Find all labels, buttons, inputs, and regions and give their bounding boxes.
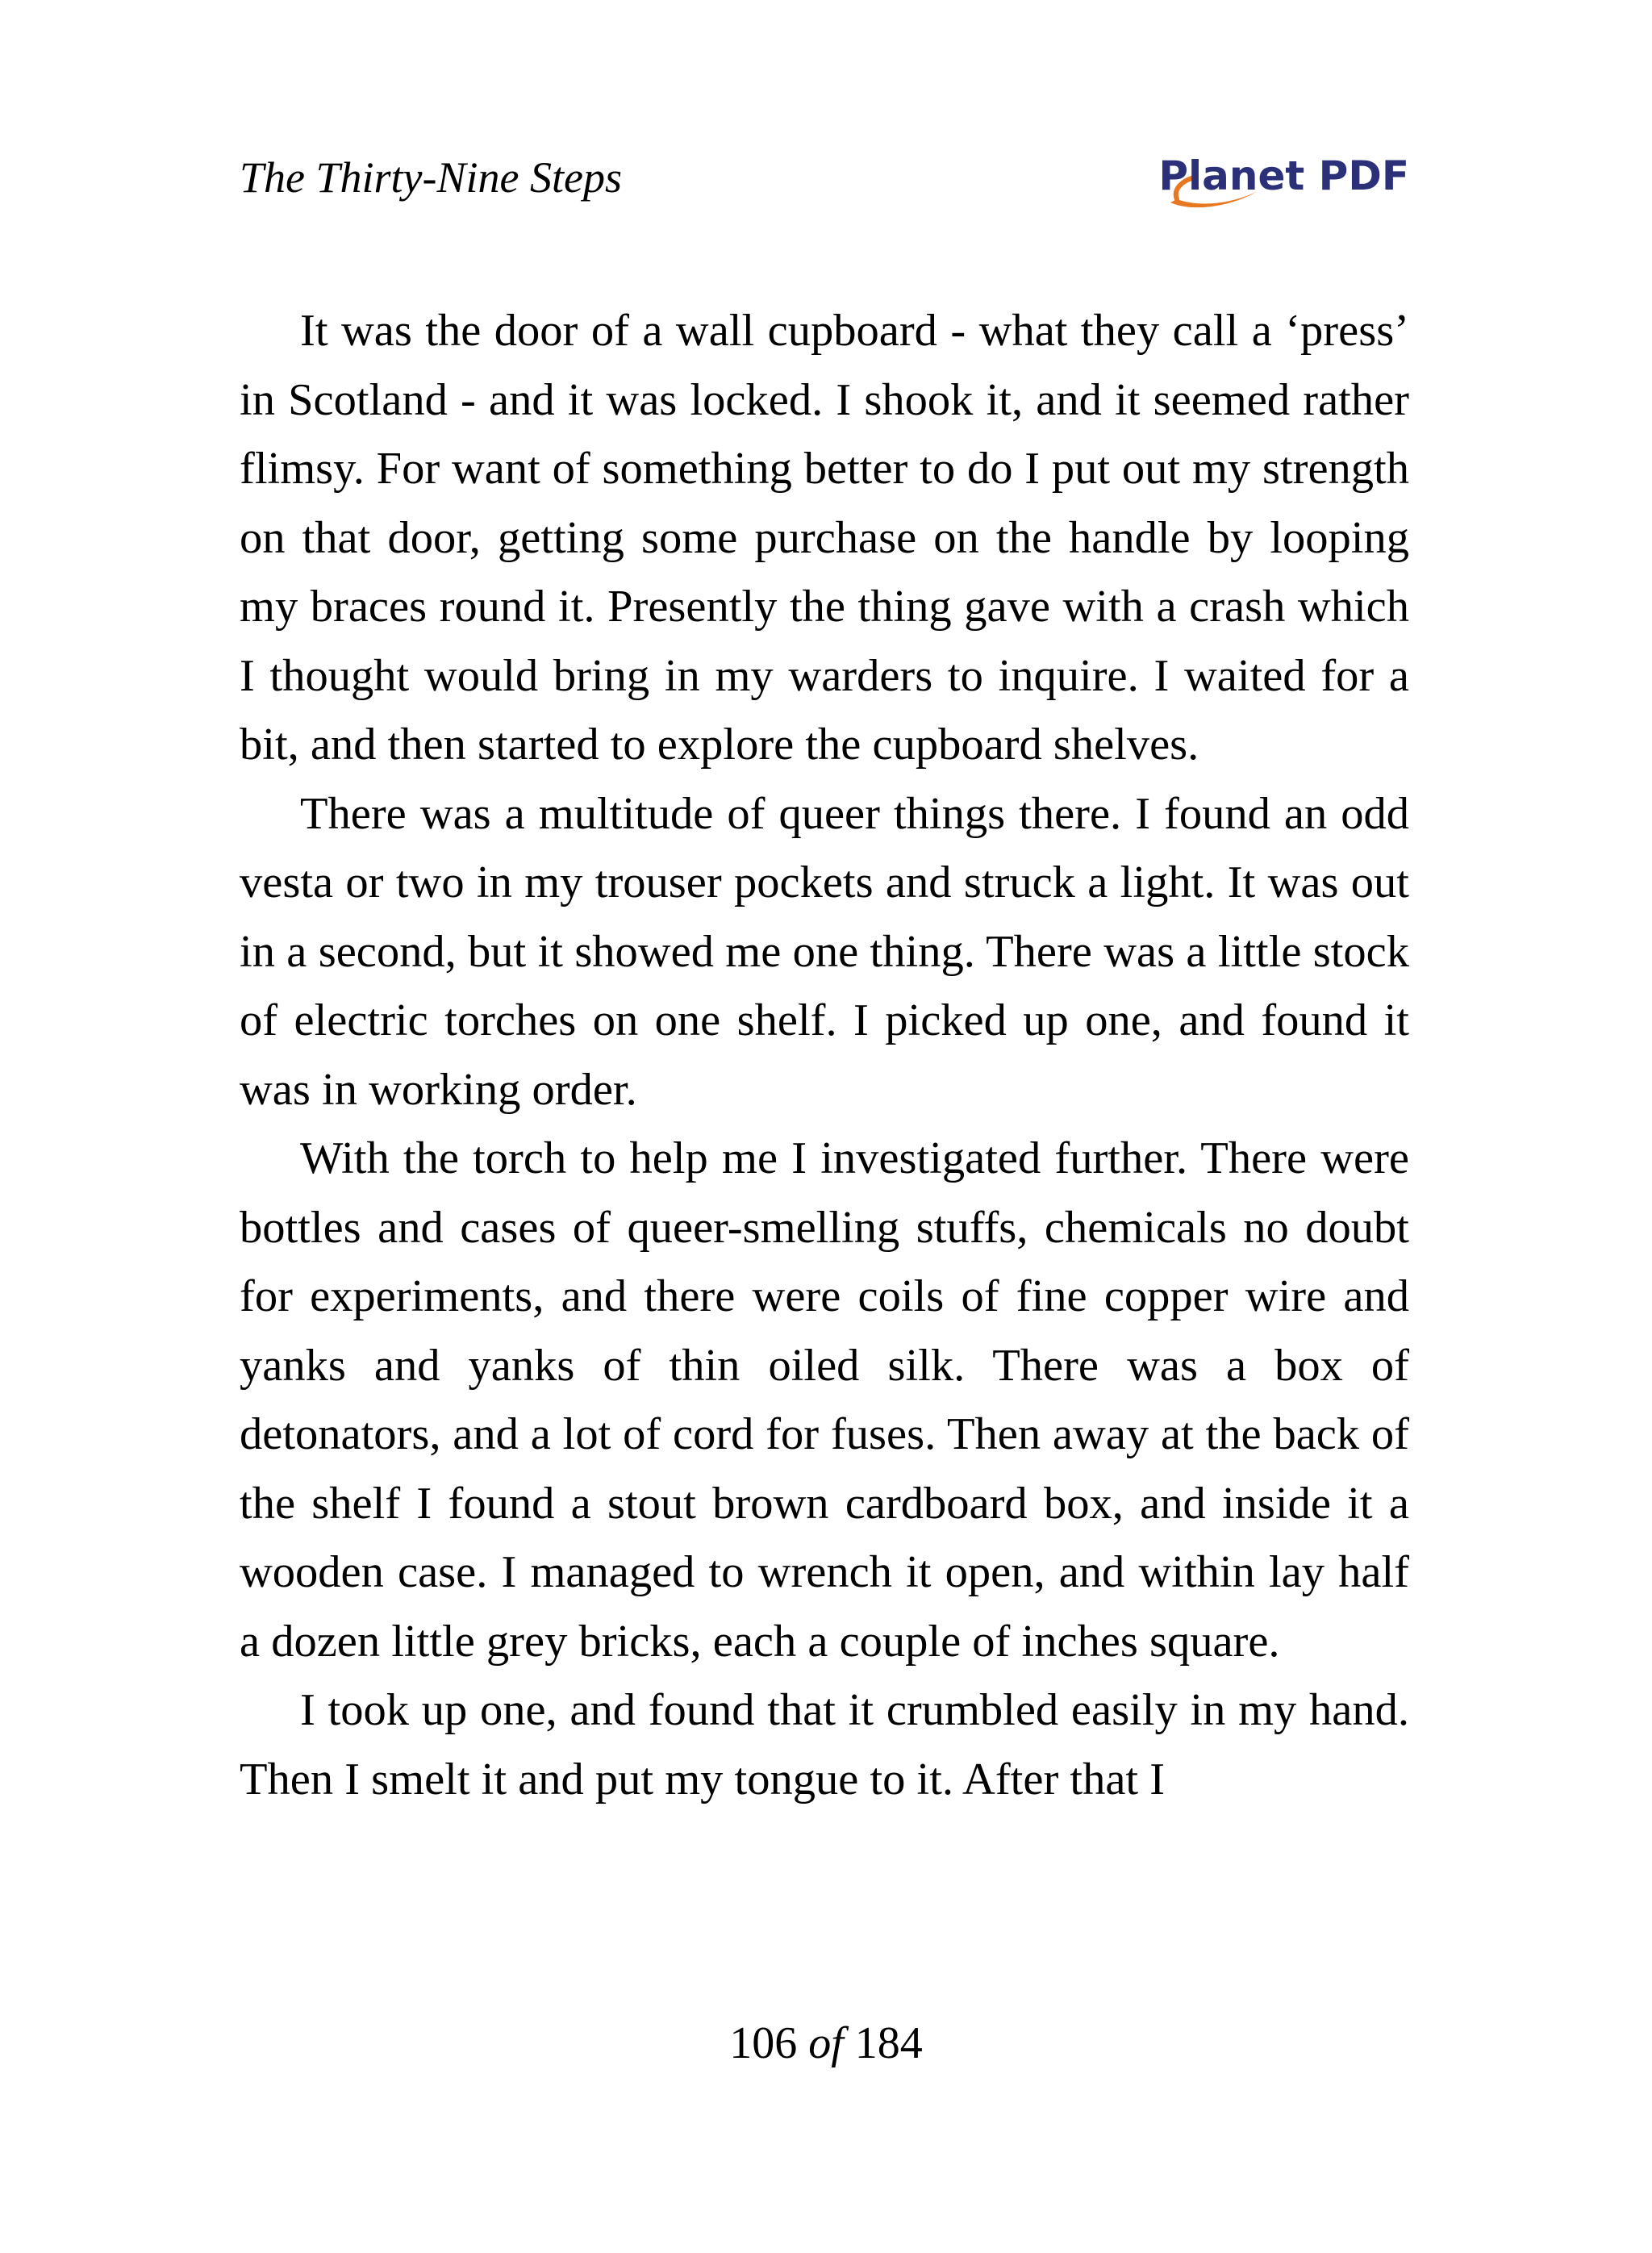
- page-body: [240, 297, 1409, 1814]
- paragraph: With the torch to help me I investigated further. There were bottles and cases of queer-smelling stuffs, chemicals no doubt for experiments, and there were coils of fine copper wire and yanks and yanks of thin oiled silk. There was a box of detonators, and a lot of cord for fuses. Then away at the back of the shelf I found a stout brown cardboard box, and inside it a wooden case. I managed to wrench it open, and within lay half a dozen little grey bricks, each a couple of inches square.: [240, 1133, 1409, 1667]
- logo-text: Planet PDF: [1158, 152, 1409, 199]
- planet-pdf-logo: [1158, 149, 1409, 214]
- current-page-number: 106: [729, 2018, 798, 2068]
- page-separator: of: [808, 2018, 844, 2068]
- total-pages-number: 184: [854, 2018, 923, 2068]
- paragraph: There was a multitude of queer things there. I found an odd vesta or two in my trouser pockets and struck a light. It was out in a second, but it showed me one thing. There was a little stock of electric torches on one shelf. I picked up one, and found it was in working order.: [240, 788, 1409, 1115]
- page-header: [240, 149, 1409, 214]
- paragraph: I took up one, and found that it crumbled easily in my hand. Then I smelt it and put my tongue to it. After that I: [240, 1685, 1409, 1804]
- paragraph: It was the door of a wall cupboard - what they call a ‘press’ in Scotland - and it was locked. I shook it, and it seemed rather flimsy. For want of something better to do I put out my strength on that door, getting some purchase on the handle by looping my braces round it. Presently the thing gave with a crash which I thought would bring in my warders to inquire. I waited for a bit, and then started to explore the cupboard shelves.: [240, 306, 1409, 770]
- book-title: The Thirty-Nine Steps: [240, 153, 622, 202]
- page-number: [0, 2015, 1652, 2072]
